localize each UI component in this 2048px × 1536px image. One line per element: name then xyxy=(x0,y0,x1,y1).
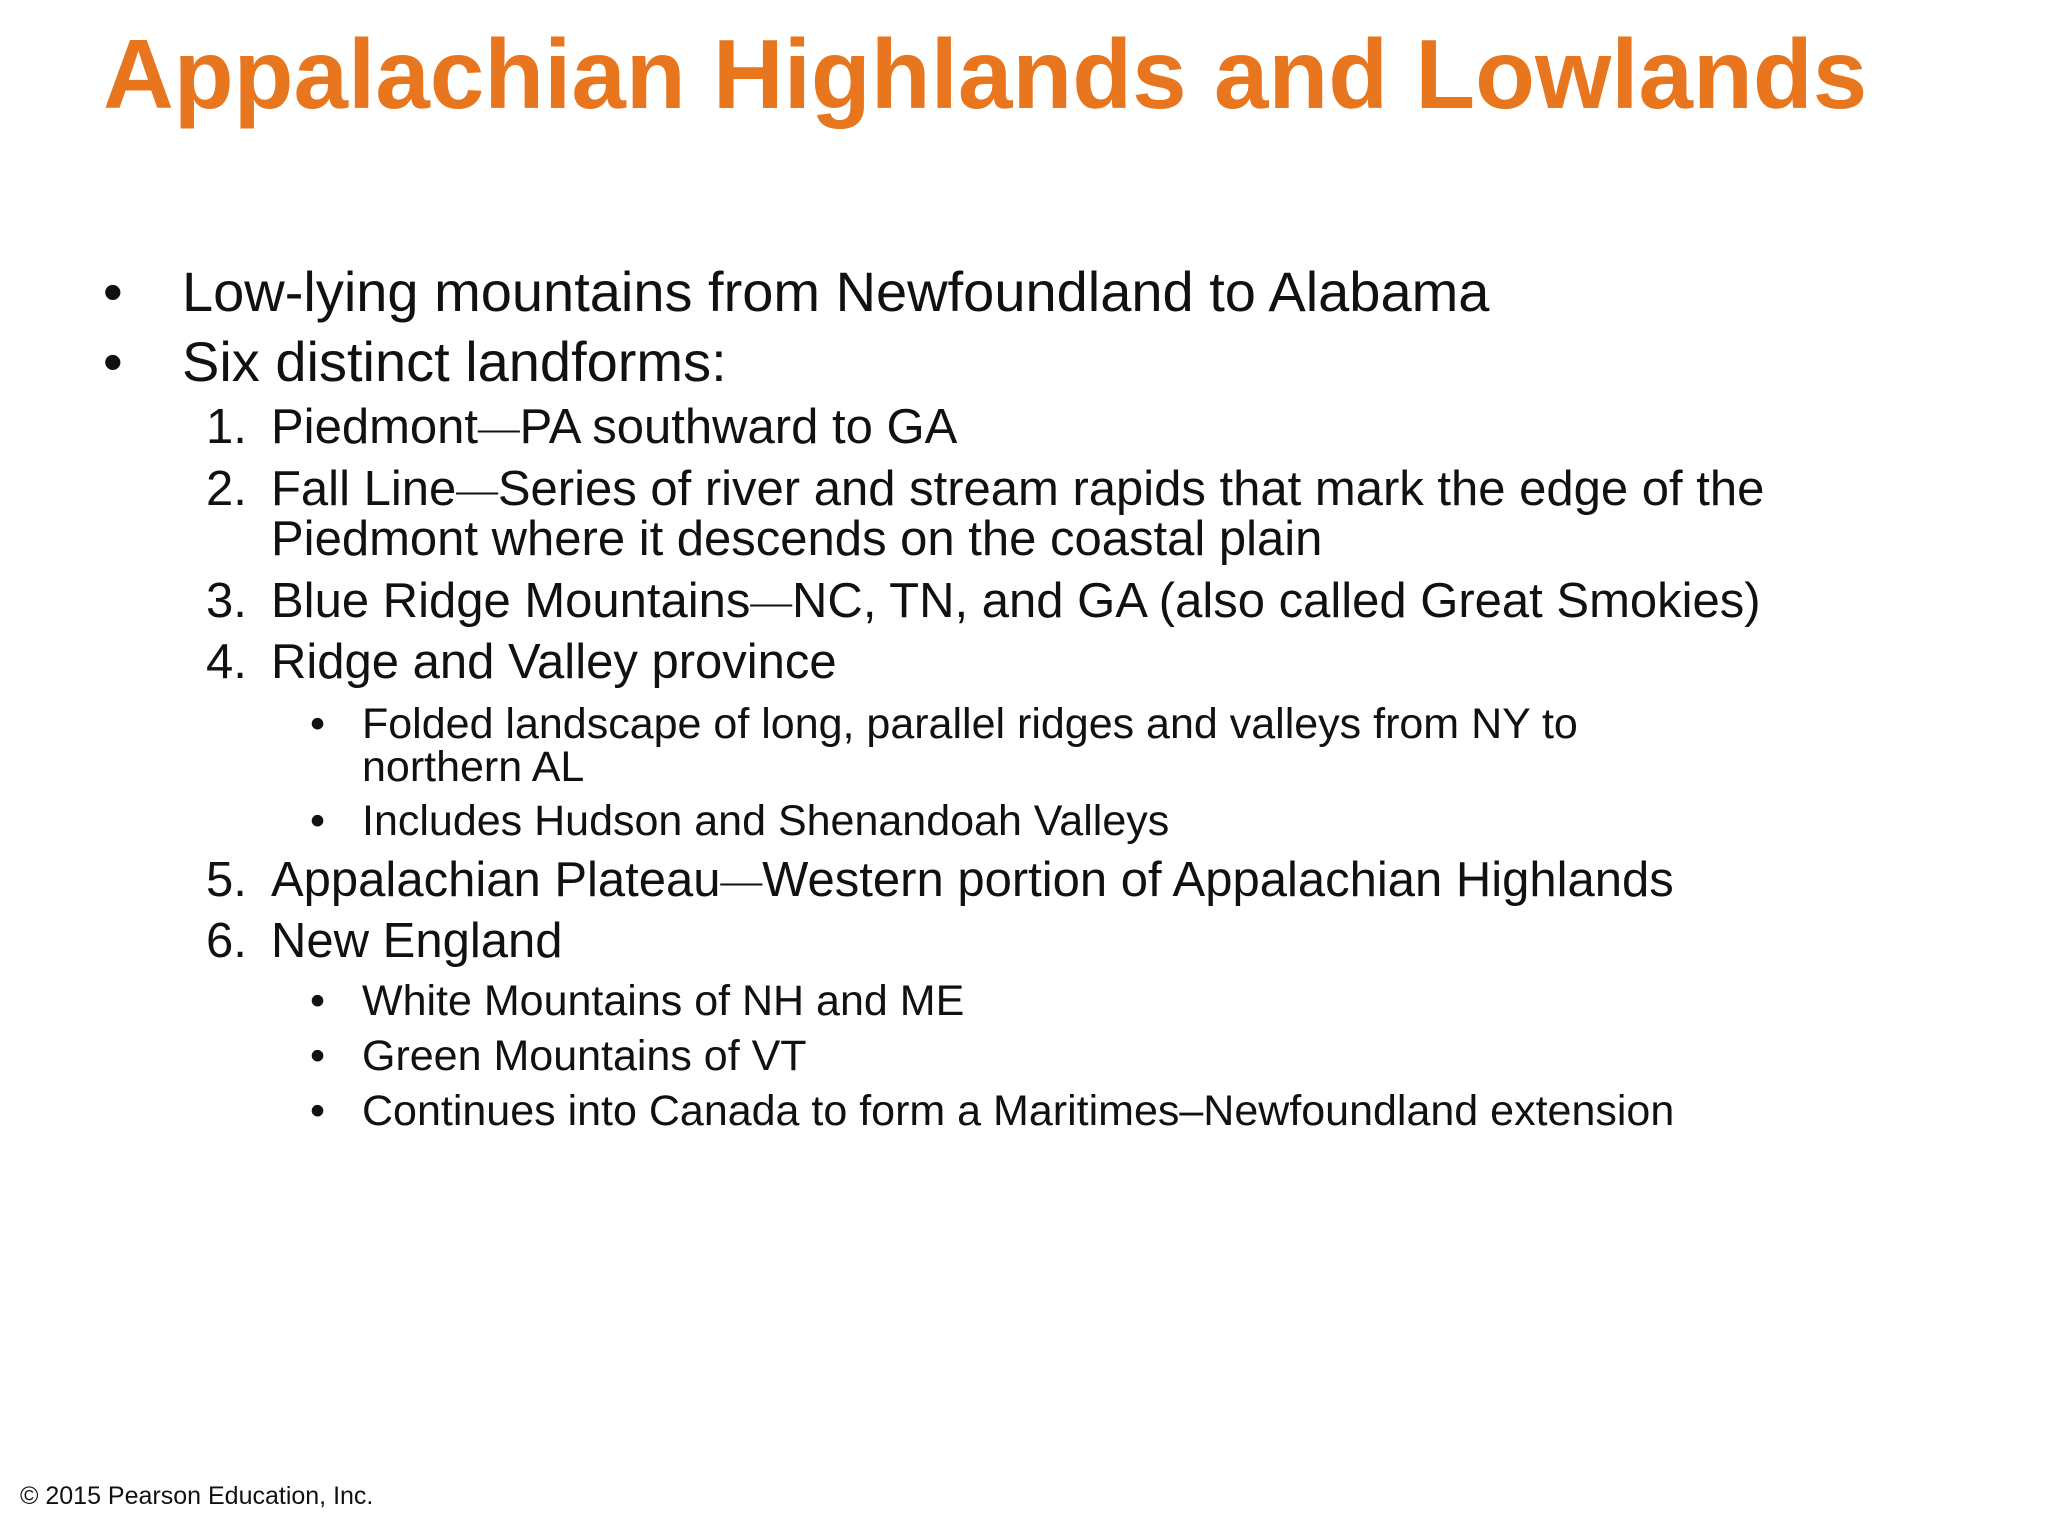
landform-desc: NC, TN, and GA (also called Great Smokies) xyxy=(792,574,1761,628)
list-number: 4. xyxy=(206,635,247,689)
landform-name: Ridge and Valley province xyxy=(271,635,837,689)
landform-desc: PA southward to GA xyxy=(519,400,958,454)
list-number: 1. xyxy=(206,400,247,454)
sub-bullet-marker: • xyxy=(310,797,326,845)
sub-bullet-text: Green Mountains of VT xyxy=(362,1032,807,1080)
sub-bullet-marker: • xyxy=(310,1032,326,1080)
landform-desc: Series of river and stream rapids that mark the edge of the xyxy=(497,462,1765,516)
list-number: 2. xyxy=(206,462,247,516)
copyright-footer: © 2015 Pearson Education, Inc. xyxy=(20,1482,374,1510)
bullet-marker: • xyxy=(103,260,123,323)
slide-title: Appalachian Highlands and Lowlands xyxy=(103,19,1868,129)
em-dash: — xyxy=(456,467,498,514)
landform-desc-continued: Piedmont where it descends on the coastal plain xyxy=(271,512,1323,566)
em-dash: — xyxy=(750,579,793,626)
landform-item xyxy=(271,574,1761,628)
em-dash: — xyxy=(720,858,763,905)
sub-bullet-marker: • xyxy=(310,977,326,1025)
sub-bullet-text-continued: northern AL xyxy=(362,743,585,791)
sub-bullet-marker: • xyxy=(310,1087,326,1135)
landform-name: Appalachian Plateau xyxy=(271,853,721,907)
sub-bullet-text: White Mountains of NH and ME xyxy=(362,977,965,1025)
landform-item xyxy=(271,462,1765,516)
sub-bullet-marker: • xyxy=(310,700,326,748)
landform-desc: Western portion of Appalachian Highlands xyxy=(762,853,1674,907)
bullet-text: Low-lying mountains from Newfoundland to Alabama xyxy=(182,260,1490,323)
list-number: 5. xyxy=(206,853,247,907)
list-number: 6. xyxy=(206,914,247,968)
bullet-marker: • xyxy=(103,330,123,393)
landform-name: Piedmont xyxy=(271,400,479,454)
landform-name: Fall Line xyxy=(271,462,457,516)
landform-name: New England xyxy=(271,914,563,968)
landform-name: Blue Ridge Mountains xyxy=(271,574,751,628)
bullet-text: Six distinct landforms: xyxy=(182,330,727,393)
landform-item xyxy=(271,400,958,454)
sub-bullet-text: Continues into Canada to form a Maritimes–Newfoundland extension xyxy=(362,1087,1675,1135)
landform-item xyxy=(271,853,1674,907)
em-dash: — xyxy=(478,405,520,452)
sub-bullet-text: Folded landscape of long, parallel ridges and valleys from NY to xyxy=(362,700,1578,748)
sub-bullet-text: Includes Hudson and Shenandoah Valleys xyxy=(362,797,1170,845)
list-number: 3. xyxy=(206,574,247,628)
